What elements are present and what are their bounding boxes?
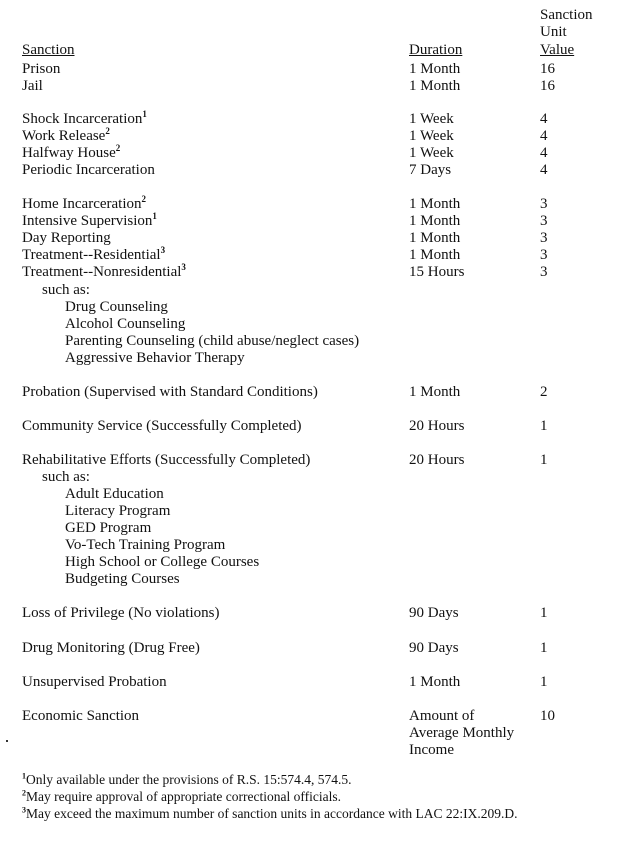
sanction-unit-value: 3 — [540, 196, 548, 212]
footnote-3 — [22, 806, 518, 822]
sanction-unit-value: 16 — [540, 78, 555, 94]
duration: 7 Days — [409, 162, 452, 178]
rehab-example: Adult Education — [65, 486, 164, 502]
sanction-unit-value: 3 — [540, 264, 548, 280]
duration: 1 Month — [409, 674, 461, 690]
sanction-name-text: Home Incarceration — [22, 196, 142, 212]
duration: 1 Month — [409, 384, 461, 400]
duration: Average Monthly — [409, 725, 515, 741]
duration: 20 Hours — [409, 418, 465, 434]
sanction-name-text: Economic Sanction — [22, 708, 140, 724]
sanction-name — [22, 640, 200, 657]
sanction-unit-value: 1 — [540, 605, 548, 621]
treatment-example: Parenting Counseling (child abuse/neglect cases) — [65, 333, 360, 349]
sanction-name — [22, 452, 310, 469]
sanction-name-text: Loss of Privilege (No violations) — [22, 605, 220, 621]
sanction-name — [22, 418, 302, 435]
sanction-name — [22, 213, 157, 230]
sanction-name — [22, 162, 155, 179]
duration: 90 Days — [409, 640, 459, 656]
rehab-such-as: such as: — [42, 469, 90, 485]
header-value-line3: Value — [540, 42, 575, 58]
sanction-name-text: Intensive Supervision — [22, 213, 153, 229]
footnote-text: Only available under the provisions of R.S. 15:574.4, 574.5. — [26, 772, 352, 787]
sanction-name — [22, 111, 147, 128]
rehab-example: Budgeting Courses — [65, 571, 180, 587]
footnote-text: May require approval of appropriate correctional officials. — [26, 789, 341, 804]
sanction-name-text: Prison — [22, 61, 61, 77]
sanction-name — [22, 708, 139, 725]
duration: 1 Month — [409, 230, 461, 246]
sanction-unit-value: 16 — [540, 61, 555, 77]
sanction-name — [22, 78, 43, 95]
sanction-name — [22, 61, 60, 78]
rehab-example: High School or College Courses — [65, 554, 260, 570]
sanction-name-text: Unsupervised Probation — [22, 674, 167, 690]
treatment-example: Alcohol Counseling — [65, 316, 186, 332]
duration: 1 Month — [409, 61, 461, 77]
duration: 1 Month — [409, 213, 461, 229]
footnote-ref: 3 — [160, 245, 166, 255]
sanction-unit-value: 4 — [540, 145, 548, 161]
sanction-name-text: Community Service (Successfully Completed) — [22, 418, 302, 434]
sanction-name — [22, 264, 186, 281]
sanction-unit-value: 3 — [540, 230, 548, 246]
duration: 1 Month — [409, 78, 461, 94]
sanction-unit-value: 1 — [540, 452, 548, 468]
footnote-ref: 2 — [115, 143, 121, 153]
duration: 1 Week — [409, 145, 454, 161]
stray-mark — [6, 740, 8, 742]
treatment-example: Aggressive Behavior Therapy — [65, 350, 245, 366]
header-duration: Duration — [409, 42, 463, 58]
sanction-unit-value: 4 — [540, 111, 548, 127]
sanction-name-text: Probation (Supervised with Standard Conditions) — [22, 384, 318, 400]
rehab-example: Literacy Program — [65, 503, 171, 519]
footnote-mark: 3 — [22, 805, 26, 815]
duration: 1 Week — [409, 128, 454, 144]
sanction-name-text: Jail — [22, 78, 43, 94]
duration: 15 Hours — [409, 264, 465, 280]
sanction-unit-value: 1 — [540, 674, 548, 690]
footnote-ref: 1 — [142, 109, 147, 119]
sanction-name-text: Drug Monitoring (Drug Free) — [22, 640, 200, 656]
sanction-name — [22, 145, 120, 162]
sanction-name-text: Shock Incarceration — [22, 111, 143, 127]
duration: Income — [409, 742, 454, 758]
sanction-unit-value: 3 — [540, 247, 548, 263]
footnote-mark: 1 — [22, 771, 26, 781]
sanction-unit-value: 10 — [540, 708, 555, 724]
duration: 1 Month — [409, 196, 461, 212]
footnote-mark: 2 — [22, 788, 26, 798]
sanction-name-text: Rehabilitative Efforts (Successfully Completed) — [22, 452, 311, 468]
footnote-2 — [22, 789, 341, 805]
footnote-ref: 2 — [105, 126, 110, 136]
sanction-name — [22, 128, 110, 145]
treatment-example: Drug Counseling — [65, 299, 168, 315]
sanction-unit-value: 4 — [540, 128, 548, 144]
sanction-name — [22, 674, 167, 691]
sanction-name-text: Treatment--Nonresidential — [22, 264, 182, 280]
sanction-name — [22, 196, 146, 213]
footnote-text: May exceed the maximum number of sanction units in accordance with LAC 22:IX.209.D. — [26, 806, 518, 821]
sanction-unit-value: 4 — [540, 162, 548, 178]
sanction-unit-value: 2 — [540, 384, 548, 400]
sanction-name-text: Periodic Incarceration — [22, 162, 155, 178]
treatment-such-as: such as: — [42, 282, 90, 298]
footnote-ref: 3 — [181, 262, 186, 272]
sanction-unit-value: 1 — [540, 640, 548, 656]
duration: 1 Week — [409, 111, 454, 127]
header-value-line2: Unit — [540, 24, 567, 40]
rehab-example: Vo-Tech Training Program — [65, 537, 226, 553]
footnote-1 — [22, 772, 351, 788]
rehab-example: GED Program — [65, 520, 152, 536]
duration: 90 Days — [409, 605, 459, 621]
sanction-name — [22, 384, 318, 401]
footnote-ref: 2 — [141, 194, 147, 204]
sanction-name-text: Work Release — [22, 128, 106, 144]
sanction-name — [22, 247, 165, 264]
sanction-unit-value: 1 — [540, 418, 548, 434]
sanction-name-text: Day Reporting — [22, 230, 111, 246]
sanction-unit-value: 3 — [540, 213, 548, 229]
sanction-name — [22, 605, 219, 622]
sanction-name-text: Treatment--Residential — [22, 247, 161, 263]
header-value-line1: Sanction — [540, 7, 593, 23]
footnote-ref: 1 — [152, 211, 157, 221]
duration: 20 Hours — [409, 452, 465, 468]
header-sanction: Sanction — [22, 42, 75, 58]
sanction-name-text: Halfway House — [22, 145, 116, 161]
sanction-name — [22, 230, 111, 247]
duration: Amount of — [409, 708, 475, 724]
duration: 1 Month — [409, 247, 461, 263]
